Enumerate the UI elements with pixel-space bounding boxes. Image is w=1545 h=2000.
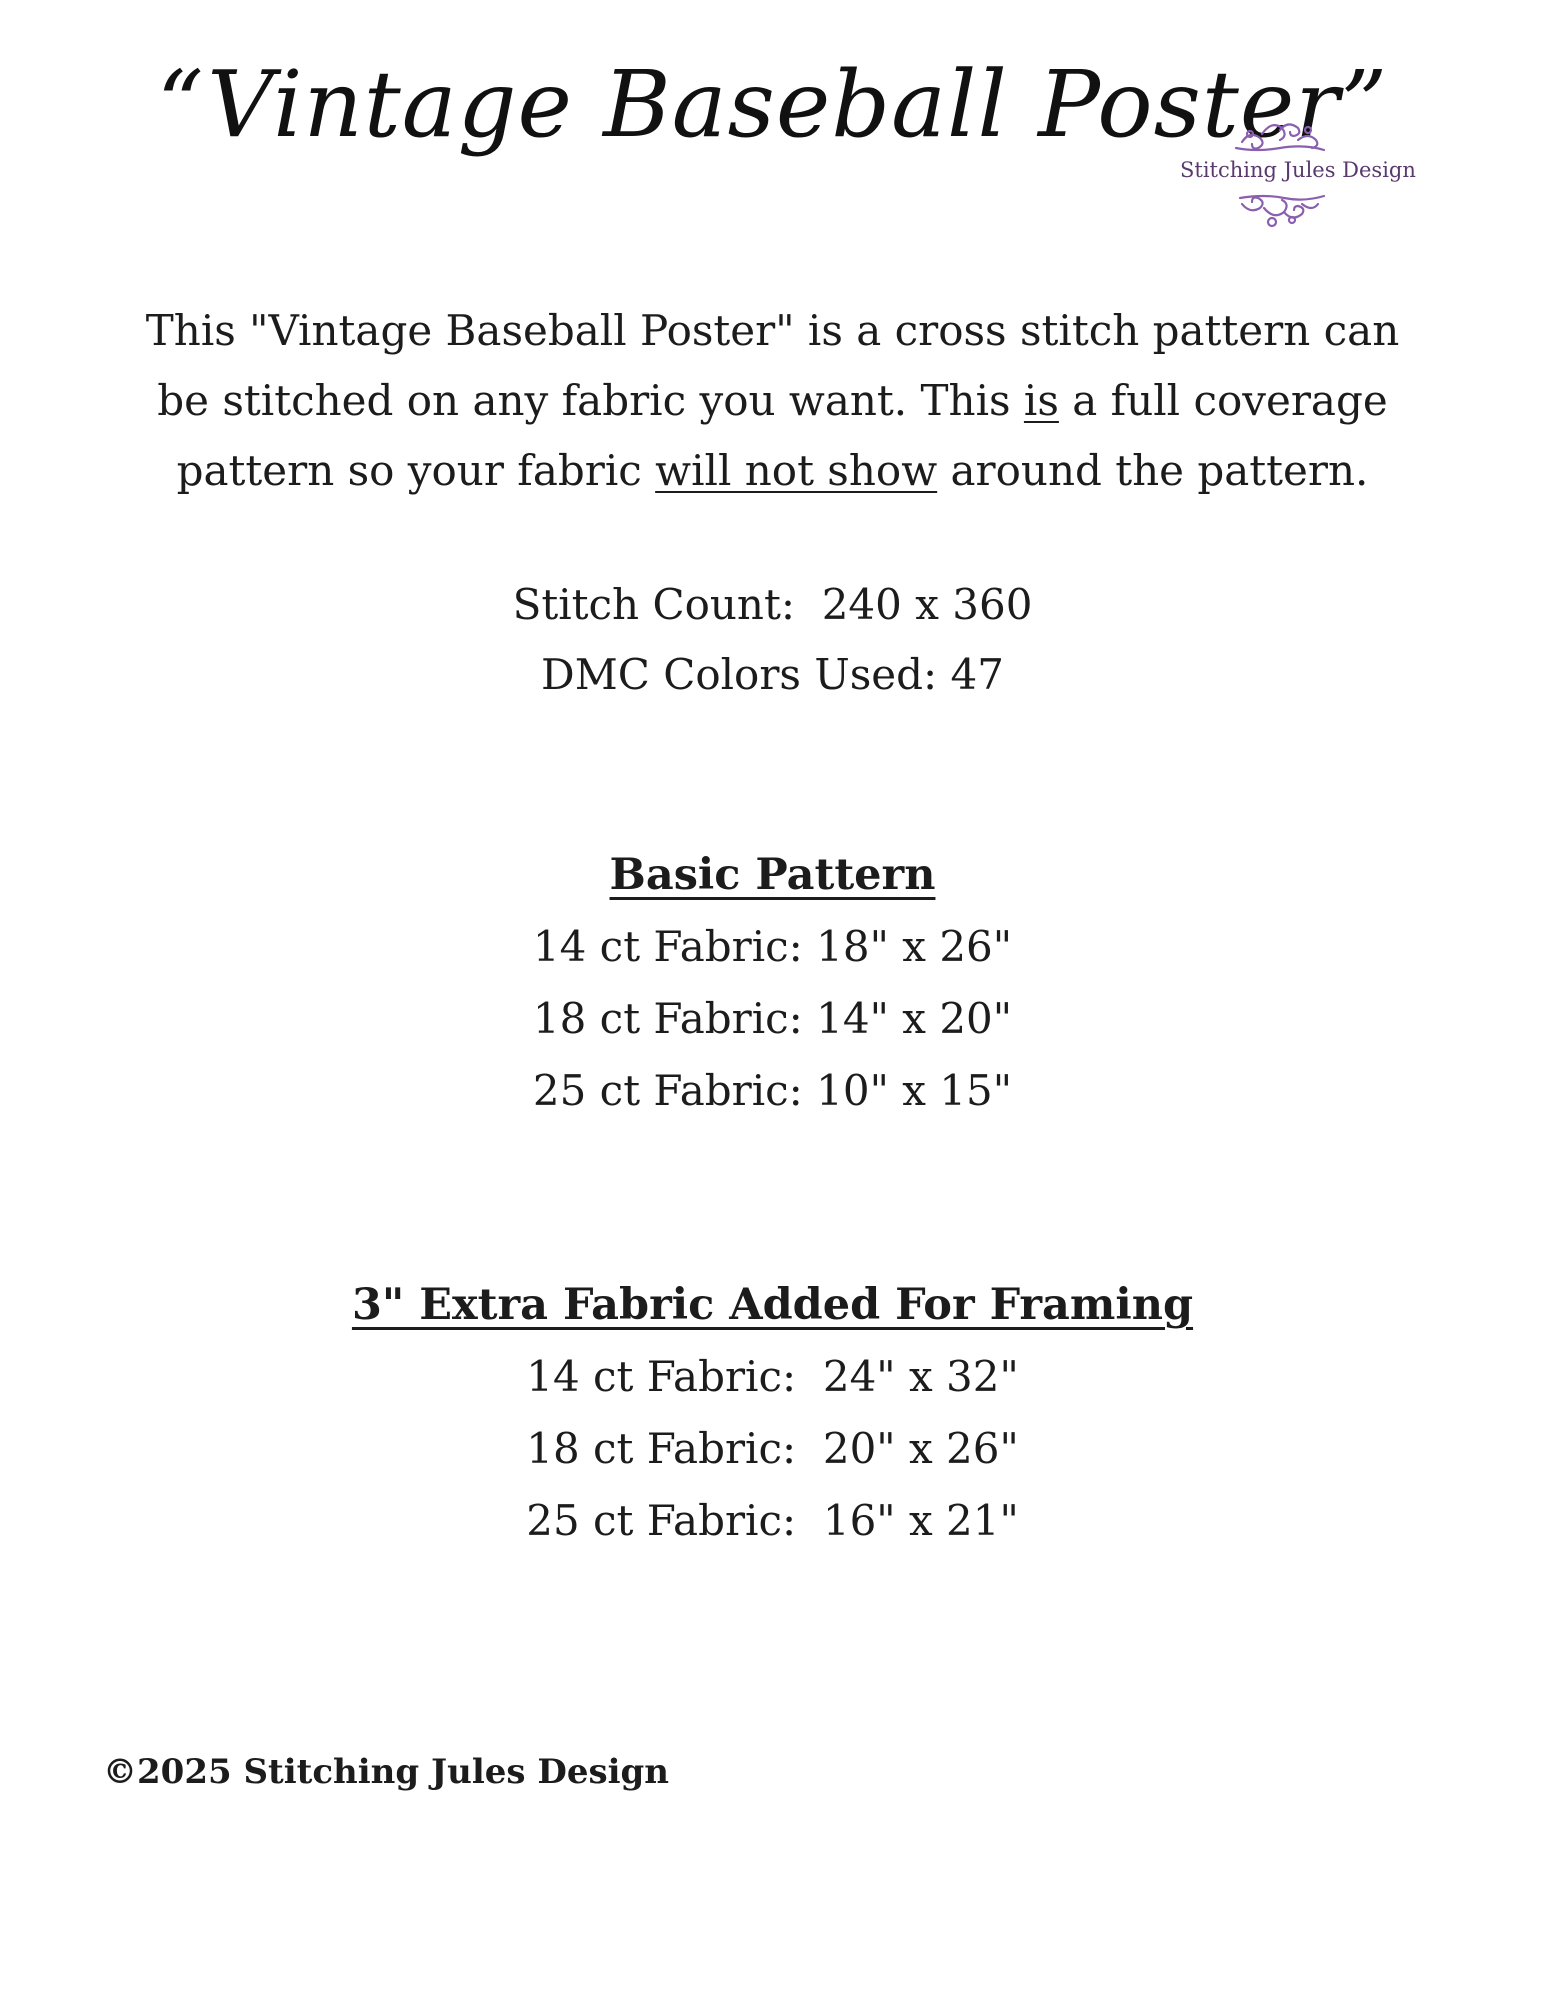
- description-line-3: [140, 436, 1405, 506]
- text-fragment: be stitched on any fabric you want. This: [157, 376, 1024, 425]
- description: [140, 296, 1405, 506]
- text-fragment: pattern so your fabric: [176, 446, 656, 495]
- framing-row-18ct: 18 ct Fabric: 20" x 26": [526, 1424, 1019, 1473]
- framing-row-14ct: 14 ct Fabric: 24" x 32": [526, 1352, 1019, 1401]
- basic-pattern-row-14ct: 14 ct Fabric: 18" x 26": [532, 922, 1013, 971]
- text-fragment: a full coverage: [1058, 376, 1388, 425]
- underlined-emphasis: is: [1023, 376, 1059, 425]
- basic-pattern-heading: Basic Pattern: [609, 850, 936, 900]
- framing-row-25ct: 25 ct Fabric: 16" x 21": [526, 1496, 1019, 1545]
- description-line-1: This "Vintage Baseball Poster" is a cross stitch pattern can: [145, 306, 1400, 355]
- framing-heading: 3" Extra Fabric Added For Framing: [351, 1280, 1194, 1330]
- stitch-count: Stitch Count: 240 x 360: [512, 580, 1033, 629]
- description-line-2: [140, 366, 1405, 436]
- underlined-emphasis: will not show: [655, 446, 938, 495]
- basic-pattern-row-18ct: 18 ct Fabric: 14" x 20": [532, 994, 1013, 1043]
- page-title: “Vintage Baseball Poster”: [156, 51, 1389, 158]
- text-fragment: around the pattern.: [937, 446, 1369, 495]
- brand-logo: [1180, 112, 1416, 234]
- copyright: ©2025 Stitching Jules Design: [103, 1752, 670, 1792]
- logo-text: Stitching Jules Design: [1180, 158, 1416, 182]
- basic-pattern-row-25ct: 25 ct Fabric: 10" x 15": [532, 1066, 1013, 1115]
- dmc-colors-used: DMC Colors Used: 47: [541, 650, 1004, 699]
